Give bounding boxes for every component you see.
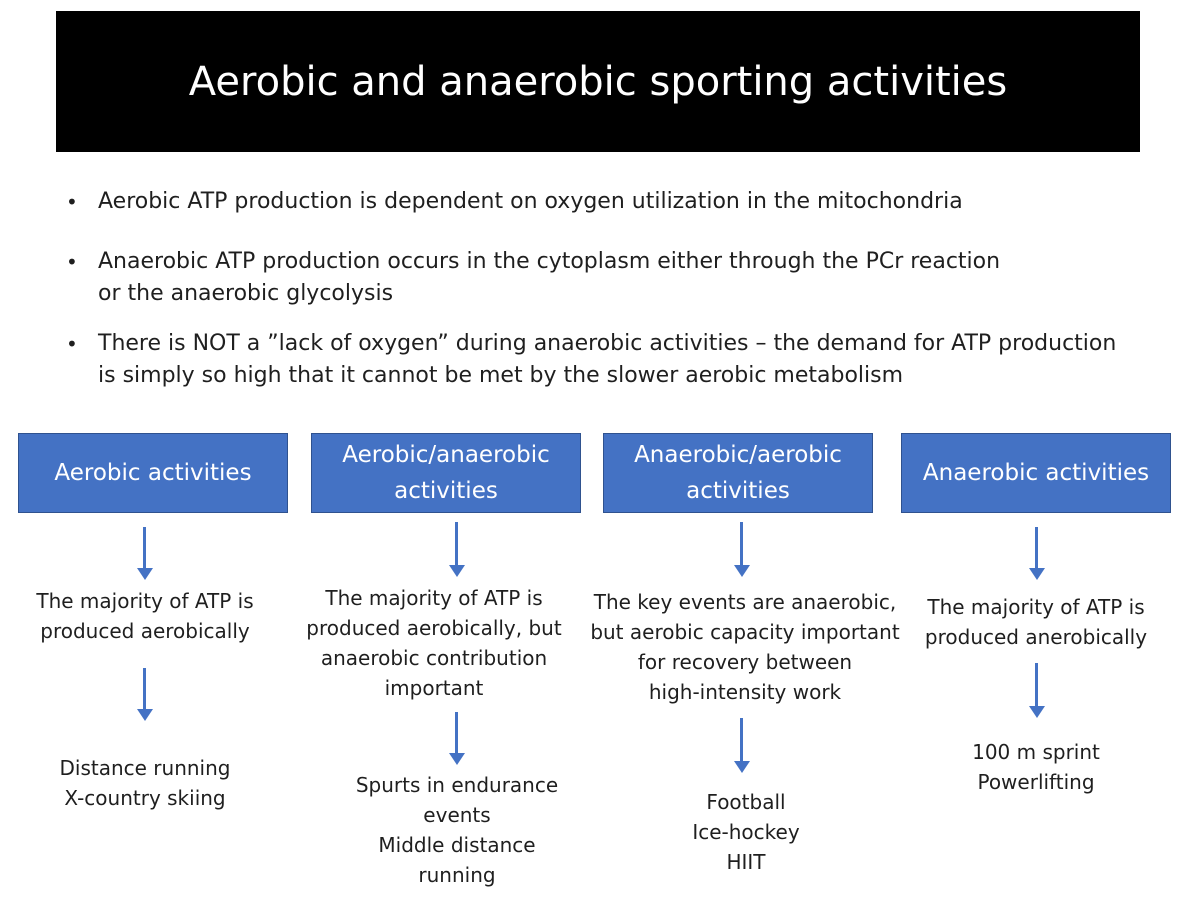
bullet-text [98, 246, 1138, 310]
aerobic-examples [10, 753, 280, 813]
bullet-line: Aerobic ATP production is dependent on oxygen utilization in the mitochondria [98, 189, 963, 214]
example-line: running [418, 863, 496, 887]
example-line: Middle distance [378, 833, 536, 857]
down-arrow-icon [1027, 663, 1047, 719]
desc-line: The majority of ATP is [927, 595, 1145, 619]
desc-line: for recovery between [637, 650, 853, 674]
example-line: Powerlifting [977, 770, 1095, 794]
box-label: Anaerobic activities [922, 460, 1150, 486]
bullet-dot-icon: • [66, 332, 78, 356]
example-line: HIIT [726, 850, 766, 874]
box-label: Aerobic/anaerobic [342, 442, 550, 468]
desc-line: produced anerobically [924, 625, 1148, 649]
anaerobic-examples [901, 737, 1171, 797]
example-line: 100 m sprint [972, 740, 1100, 764]
bullet-text [98, 328, 1138, 392]
bullet-line: or the anaerobic glycolysis [98, 281, 394, 306]
anaerobic-aerobic-box [603, 433, 873, 513]
anaerobic-description [901, 592, 1171, 652]
example-line: Football [706, 790, 786, 814]
aerobic-anaerobic-description [299, 583, 569, 703]
anaerobic-activities-box [901, 433, 1171, 513]
down-arrow-icon [732, 522, 752, 578]
down-arrow-icon [135, 527, 155, 581]
down-arrow-icon [447, 522, 467, 578]
box-label: Anaerobic/aerobic [634, 442, 842, 468]
box-label: activities [394, 478, 498, 504]
desc-line: The majority of ATP is [36, 589, 254, 613]
box-label: activities [686, 478, 790, 504]
down-arrow-icon [732, 718, 752, 774]
aerobic-description [10, 586, 280, 646]
desc-line: produced aerobically [40, 619, 250, 643]
desc-line: The majority of ATP is [325, 586, 543, 610]
desc-line: but aerobic capacity important [590, 620, 900, 644]
aerobic-activities-box [18, 433, 288, 513]
bullet-line: is simply so high that it cannot be met by the slower aerobic metabolism [98, 363, 904, 388]
slide-title: Aerobic and anaerobic sporting activities [188, 59, 1008, 105]
bullet-text [98, 186, 1138, 218]
anaerobic-aerobic-description [585, 587, 905, 707]
bullet-dot-icon: • [66, 250, 78, 274]
desc-line: anaerobic contribution [320, 646, 548, 670]
bullet-dot-icon: • [66, 190, 78, 214]
example-line: Distance running [59, 756, 231, 780]
desc-line: important [384, 676, 484, 700]
desc-line: The key events are anaerobic, [593, 590, 897, 614]
title-banner [56, 11, 1140, 152]
down-arrow-icon [447, 712, 467, 766]
example-line: X-country skiing [64, 786, 226, 810]
desc-line: produced aerobically, but [306, 616, 562, 640]
anaerobic-aerobic-examples [611, 787, 881, 877]
bullet-line: There is NOT a ”lack of oxygen” during anaerobic activities – the demand for ATP production [98, 331, 1117, 356]
desc-line: high-intensity work [648, 680, 842, 704]
aerobic-anaerobic-examples [322, 770, 592, 890]
example-line: Ice-hockey [692, 820, 800, 844]
down-arrow-icon [1027, 527, 1047, 581]
example-line: events [423, 803, 491, 827]
box-label: Aerobic activities [54, 460, 252, 486]
example-line: Spurts in endurance [355, 773, 559, 797]
aerobic-anaerobic-box [311, 433, 581, 513]
down-arrow-icon [135, 668, 155, 722]
bullet-line: Anaerobic ATP production occurs in the cytoplasm either through the PCr reaction [98, 249, 1001, 274]
